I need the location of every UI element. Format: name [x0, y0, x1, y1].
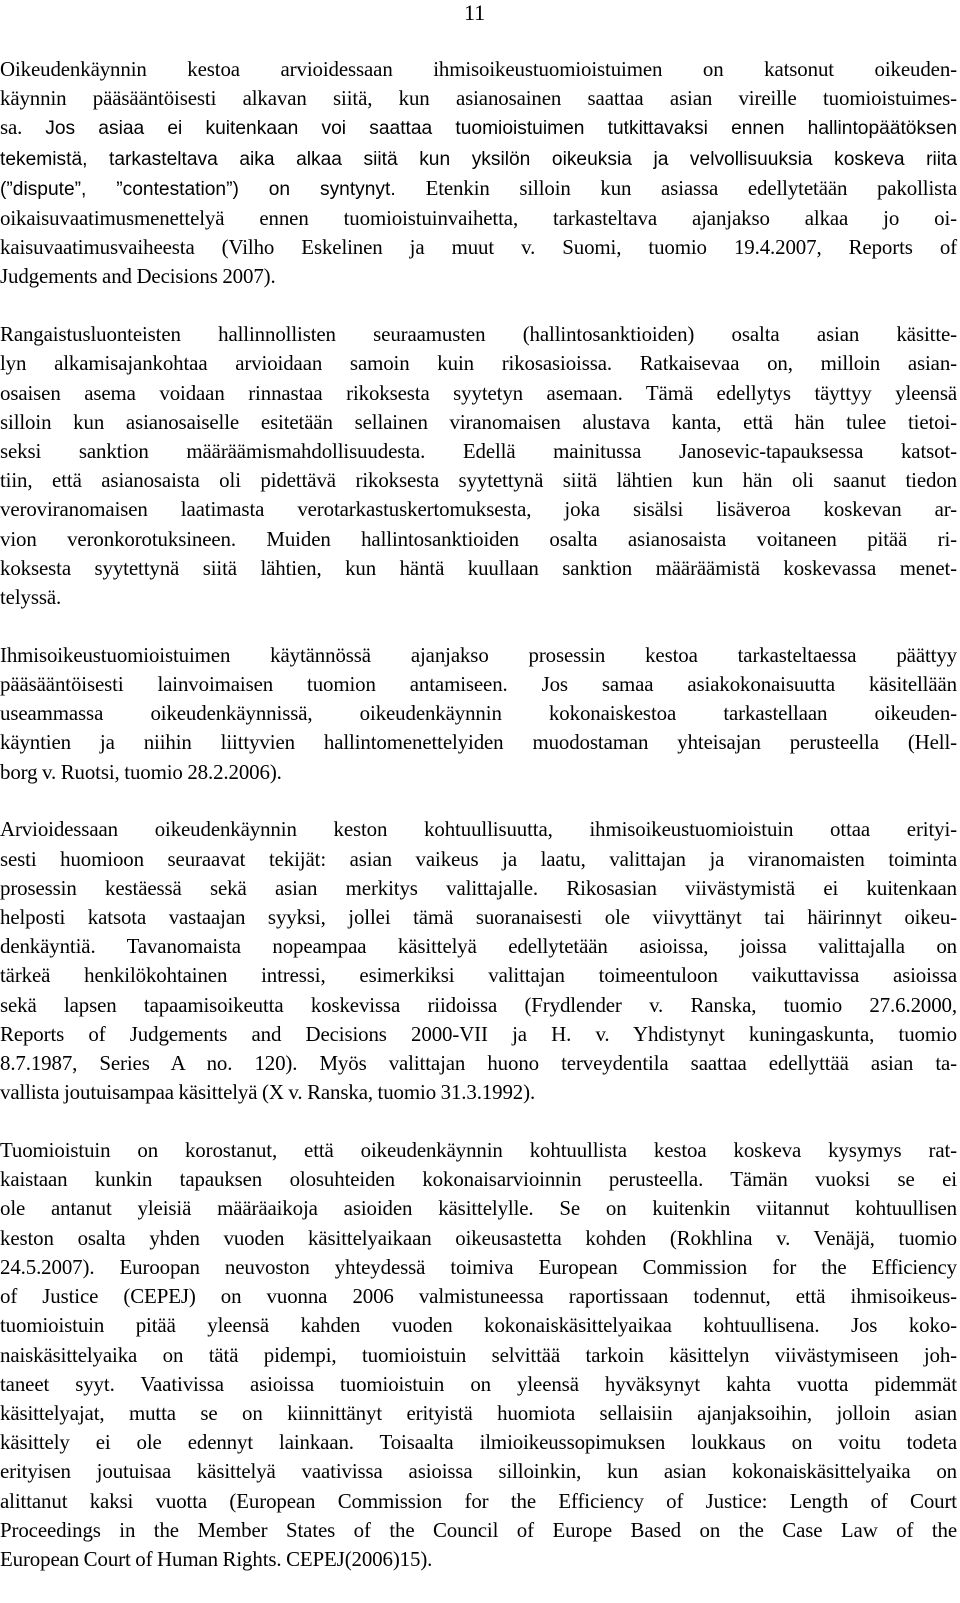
text-run: käsittely ei ole edennyt lainkaan. Toisaalta ilmioikeussopimuksen loukkaus on voitu todeta [0, 1430, 957, 1455]
text-run: Proceedings in the Member States of the Council of Europe Based on the Case Law of the [0, 1517, 957, 1542]
paragraph-3 [0, 641, 957, 787]
text-line [0, 1049, 957, 1078]
text-line [0, 815, 957, 844]
text-run: ole antanut yleisiä määräaikoja asioiden käsittelylle. Se on kuitenkin viitannut kohtuullisen [0, 1196, 957, 1221]
text-line [0, 1428, 957, 1457]
text-line [0, 1487, 957, 1516]
text-line [0, 758, 957, 787]
text-run: sesti huomioon seuraavat tekijät: asian vaikeus ja laatu, valittajan ja viranomaisten toiminta [0, 846, 957, 871]
text-line [0, 495, 957, 524]
text-line [0, 699, 957, 728]
text-line [0, 670, 957, 699]
text-line [0, 554, 957, 583]
text-line [0, 1136, 957, 1165]
text-line [0, 262, 957, 291]
text-run: borg v. Ruotsi, tuomio 28.2.2006). [0, 759, 282, 784]
text-run: Jos asiaa ei kuitenkaan voi saattaa tuomioistuimen tutkittavaksi ennen hallintopäätöksen [45, 118, 957, 140]
text-line [0, 55, 957, 84]
text-line [0, 466, 957, 495]
text-line [0, 1078, 957, 1107]
text-run: sekä lapsen tapaamisoikeutta koskevissa riidoissa (Frydlender v. Ranska, tuomio 27.6.2000, [0, 992, 957, 1017]
text-line [0, 437, 957, 466]
paragraph-1 [0, 55, 957, 292]
text-line [0, 525, 957, 554]
text-line [0, 1194, 957, 1223]
text-line [0, 991, 957, 1020]
text-run: Etenkin silloin kun asiassa edellytetään pakollista [425, 175, 957, 200]
text-line [0, 113, 957, 143]
text-line [0, 1224, 957, 1253]
text-line [0, 379, 957, 408]
text-run: useammassa oikeudenkäynnissä, oikeudenkäynnin kokonaiskestoa tarkastellaan oikeuden- [0, 701, 957, 726]
text-run: koksesta syytettynä siitä lähtien, kun häntä kuullaan sanktion määräämistä koskevassa menet- [0, 555, 957, 580]
text-run: veroviranomaisen laatimasta verotarkastuskertomuksesta, joka sisälsi lisäveroa koskevan ar- [0, 497, 957, 522]
text-run: Judgements and Decisions 2007). [0, 264, 276, 289]
text-run: käynnin pääsääntöisesti alkavan siitä, kun asianosainen saattaa asian vireille tuomioistuimes- [0, 86, 957, 111]
text-line [0, 144, 957, 174]
text-line [0, 408, 957, 437]
text-run: tuomioistuin pitää yleensä kahden vuoden kokonaiskäsittelyaikaa kohtuullisena. Jos koko- [0, 1313, 957, 1338]
text-line [0, 174, 957, 204]
page-number: 11 [464, 0, 486, 25]
text-run: käsittelyajat, mutta se on kiinnittänyt erityistä huomiota sellaisiin ajanjaksoihin, jolloin asian [0, 1400, 957, 1425]
text-run: käyntien ja niihin liittyvien hallintomenettelyiden muodostaman yhteisajan perusteella (Hell- [0, 730, 957, 755]
text-line [0, 1516, 957, 1545]
document-body [0, 55, 957, 1603]
text-run: lyn alkamisajankohtaa arvioidaan samoin kuin rikosasioissa. Ratkaisevaa on, milloin asian- [0, 351, 957, 376]
text-line [0, 641, 957, 670]
text-line [0, 349, 957, 378]
paragraph-2 [0, 320, 957, 612]
text-line [0, 1370, 957, 1399]
paragraph-5 [0, 1136, 957, 1574]
text-line [0, 320, 957, 349]
text-line [0, 1399, 957, 1428]
text-run: Oikeudenkäynnin kestoa arvioidessaan ihmisoikeustuomioistuimen on katsonut oikeuden- [0, 57, 957, 81]
text-line [0, 728, 957, 757]
text-run: seksi sanktion määräämismahdollisuudesta. Edellä mainitussa Janosevic-tapauksessa katsot- [0, 439, 957, 464]
text-line [0, 961, 957, 990]
text-line [0, 84, 957, 113]
text-run: prosessin kestäessä sekä asian merkitys valittajalle. Rikosasian viivästymistä ei kuitenkaan [0, 875, 957, 900]
text-run: (”dispute”, ”contestation”) on syntynyt. [0, 178, 426, 200]
text-run: Rangaistusluonteisten hallinnollisten seuraamusten (hallintosanktioiden) osalta asian käsitte- [0, 322, 957, 347]
text-line [0, 583, 957, 612]
text-run: helposti katsota vastaajan syyksi, jollei tämä suoranaisesti ole viivyttänyt tai häirinnyt oikeu- [0, 905, 957, 930]
text-run: telyssä. [0, 585, 62, 610]
text-run: tärkeä henkilökohtainen intressi, esimerkiksi valittajan toimeentuloon vaikuttavissa asioissa [0, 963, 957, 988]
text-line [0, 1545, 957, 1574]
text-line [0, 204, 957, 233]
text-run: kaistaan kunkin tapauksen olosuhteiden kokonaisarvioinnin perusteella. Tämän vuoksi se ei [0, 1167, 957, 1192]
text-run: osaisen asema voidaan rinnastaa rikoksesta syytetyn asemaan. Tämä edellytys täyttyy yleensä [0, 380, 957, 405]
text-line [0, 903, 957, 932]
text-run: 8.7.1987, Series A no. 120). Myös valittajan huono terveydentila saattaa edellyttää asian ta- [0, 1051, 957, 1076]
text-run: taneet syyt. Vaativissa asioissa tuomioistuin on yleensä hyväksynyt kahta vuotta pidemmät [0, 1371, 957, 1396]
text-run: tekemistä, tarkasteltava aika alkaa siitä kun yksilön oikeuksia ja velvollisuuksia koskeva riita [0, 148, 957, 170]
text-line [0, 932, 957, 961]
text-run: naiskäsittelyaika on tätä pidempi, tuomioistuin selvittää tarkoin käsittelyn viivästymiseen joh- [0, 1342, 957, 1367]
text-run: Reports of Judgements and Decisions 2000-VII ja H. v. Yhdistynyt kuningaskunta, tuomio [0, 1021, 957, 1046]
text-line [0, 1457, 957, 1486]
text-run: denkäyntiä. Tavanomaista nopeampaa käsittelyä edellytetään asioissa, joissa valittajalla on [0, 934, 957, 959]
text-run: Arvioidessaan oikeudenkäynnin keston kohtuullisuutta, ihmisoikeustuomioistuin ottaa erityi- [0, 817, 957, 842]
text-run: alittanut kaksi vuotta (European Commission for the Efficiency of Justice: Length of Court [0, 1488, 957, 1513]
text-run: pääsääntöisesti lainvoimaisen tuomion antamiseen. Jos samaa asiakokonaisuutta käsitellään [0, 672, 957, 697]
text-line [0, 874, 957, 903]
text-run: oikaisuvaatimusmenettelyä ennen tuomioistuinvaihetta, tarkasteltava ajanjakso alkaa jo oi- [0, 206, 957, 231]
text-run: Ihmisoikeustuomioistuimen käytännössä ajanjakso prosessin kestoa tarkasteltaessa päättyy [0, 642, 957, 667]
text-run: European Court of Human Rights. CEPEJ(2006)15). [0, 1546, 433, 1571]
text-run: tiin, että asianosaista oli pidettävä rikoksesta syytettynä siitä lähtien kun hän oli saanut tiedon [0, 468, 957, 493]
text-run: silloin kun asianosaiselle esitetään sellainen viranomaisen alustava kanta, että hän tulee tietoi- [0, 409, 957, 434]
text-line [0, 1020, 957, 1049]
text-run: Tuomioistuin on korostanut, että oikeudenkäynnin kohtuullista kestoa koskeva kysymys rat- [0, 1138, 957, 1163]
paragraph-4 [0, 815, 957, 1107]
text-line [0, 845, 957, 874]
text-run: sa. [0, 115, 46, 140]
text-line [0, 1282, 957, 1311]
text-line [0, 1165, 957, 1194]
text-run: vion veronkorotuksineen. Muiden hallintosanktioiden osalta asianosaista voitaneen pitää ri- [0, 526, 957, 551]
text-run: kaisuvaatimusvaiheesta (Vilho Eskelinen ja muut v. Suomi, tuomio 19.4.2007, Reports of [0, 235, 957, 260]
text-line [0, 1253, 957, 1282]
text-run: erityisen joutuisaa käsittelyä vaativissa asioissa silloinkin, kun asian kokonaiskäsittelyaika on [0, 1459, 957, 1484]
text-run: 24.5.2007). Euroopan neuvoston yhteydessä toimiva European Commission for the Efficiency [0, 1254, 957, 1279]
text-run: vallista joutuisampaa käsittelyä (X v. Ranska, tuomio 31.3.1992). [0, 1080, 536, 1105]
text-run: keston osalta yhden vuoden käsittelyaikaan oikeusastetta kohden (Rokhlina v. Venäjä, tuomio [0, 1225, 957, 1250]
text-run: of Justice (CEPEJ) on vuonna 2006 valmistuneessa raportissaan todennut, että ihmisoikeus- [0, 1284, 957, 1309]
text-line [0, 233, 957, 262]
text-line [0, 1341, 957, 1370]
text-line [0, 1311, 957, 1340]
